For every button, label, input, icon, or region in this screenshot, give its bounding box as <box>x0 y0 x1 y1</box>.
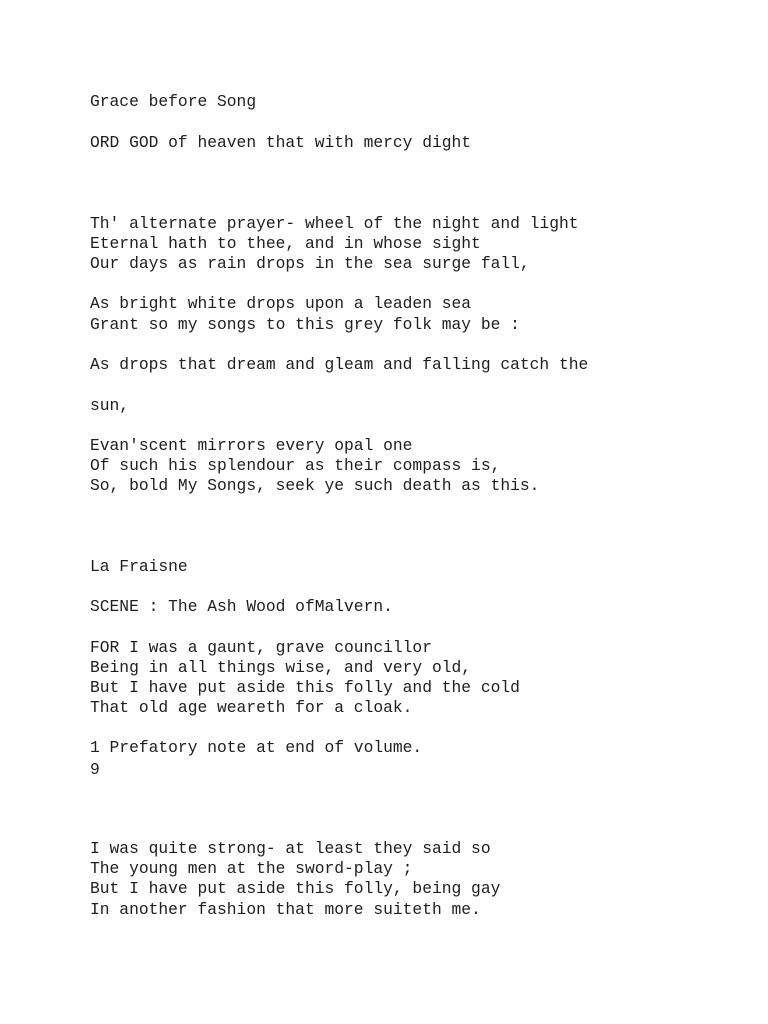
poem-line: Our days as rain drops in the sea surge fall, <box>90 254 530 273</box>
poem-line: FOR I was a gaunt, grave councillor <box>90 638 432 657</box>
poem-line: But I have put aside this folly, being gay <box>90 879 501 898</box>
page-number: 9 <box>90 760 100 779</box>
poem-line: Being in all things wise, and very old, <box>90 658 472 677</box>
poem-line: sun, <box>90 396 130 415</box>
poem-line: Eternal hath to thee, and in whose sight <box>90 234 481 253</box>
poem-line: But I have put aside this folly and the cold <box>90 678 520 697</box>
poem-line: I was quite strong- at least they said so <box>90 839 491 858</box>
poem-line: Th' alternate prayer- wheel of the night and light <box>90 214 579 233</box>
footnote: 1 Prefatory note at end of volume. <box>90 738 423 757</box>
poem-line: That old age weareth for a cloak. <box>90 698 413 717</box>
poem-line: The young men at the sword-play ; <box>90 859 413 878</box>
poem-line: So, bold My Songs, seek ye such death as this. <box>90 476 540 495</box>
poem-line: As bright white drops upon a leaden sea <box>90 294 472 313</box>
poem-line: ORD GOD of heaven that with mercy dight <box>90 133 472 152</box>
poem-title-grace-before-song: Grace before Song <box>90 92 257 111</box>
poem-title-la-fraisne: La Fraisne <box>90 557 188 576</box>
poem-line: Evan'scent mirrors every opal one <box>90 436 413 455</box>
poem-line: As drops that dream and gleam and falling catch the <box>90 355 589 374</box>
poem-line: In another fashion that more suiteth me. <box>90 900 481 919</box>
scene-line: SCENE : The Ash Wood ofMalvern. <box>90 597 393 616</box>
poem-line: Grant so my songs to this grey folk may be : <box>90 315 520 334</box>
poem-line: Of such his splendour as their compass is, <box>90 456 501 475</box>
